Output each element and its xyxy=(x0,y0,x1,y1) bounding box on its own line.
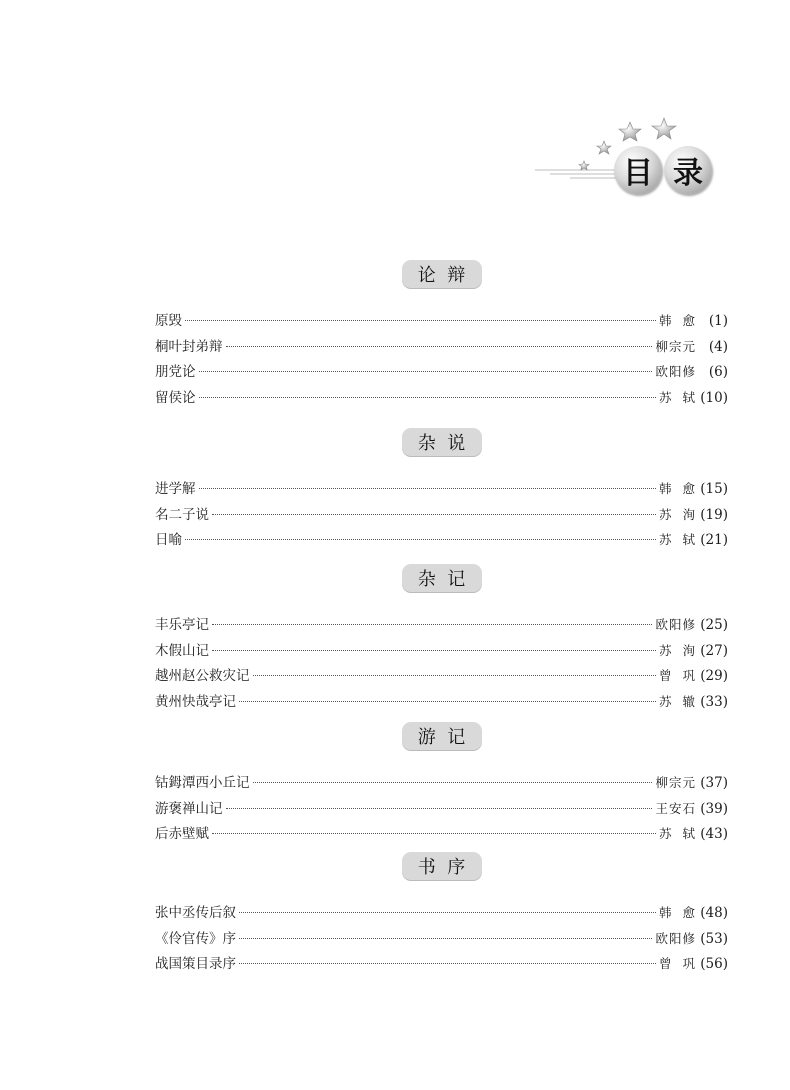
entry-title: 木假山记 xyxy=(155,642,209,659)
entry-author: 苏 轼 xyxy=(659,826,696,841)
entry-title: 进学解 xyxy=(155,481,196,497)
entry-author: 曾 巩 xyxy=(659,956,696,971)
section-title: 杂 记 xyxy=(402,564,482,592)
entry-author: 王安石 xyxy=(655,800,696,816)
toc-entry[interactable] xyxy=(155,334,728,360)
leader-dots xyxy=(212,514,656,515)
star-icon xyxy=(619,122,641,141)
entry-author: 欧阳修 xyxy=(655,930,696,946)
entry-page: (33) xyxy=(700,693,728,710)
leader-dots xyxy=(239,912,656,913)
entry-author: 苏 洵 xyxy=(659,642,696,658)
section-heading-row xyxy=(155,722,728,750)
entry-author: 欧阳修 xyxy=(655,617,696,632)
toc-entry[interactable] xyxy=(155,359,728,385)
entry-title: 原毁 xyxy=(155,313,182,329)
title-char-2: 录 xyxy=(664,146,712,194)
star-icon xyxy=(579,161,589,170)
section-title: 论 辩 xyxy=(402,260,482,288)
entry-author: 柳宗元 xyxy=(655,775,696,790)
toc-entry[interactable] xyxy=(155,900,728,926)
leader-dots xyxy=(185,320,656,321)
entry-author: 苏 轼 xyxy=(659,389,696,405)
entry-title: 钴鉧潭西小丘记 xyxy=(155,775,250,791)
title-char-1: 目 xyxy=(614,146,662,194)
entry-title: 黄州快哉亭记 xyxy=(155,693,236,710)
entry-author: 韩 愈 xyxy=(659,313,696,328)
entry-page: (48) xyxy=(700,905,728,921)
entry-author: 柳宗元 xyxy=(655,338,696,354)
entry-page: (21) xyxy=(700,532,728,548)
toc-header xyxy=(530,108,730,208)
leader-dots xyxy=(212,650,656,651)
toc-entry[interactable] xyxy=(155,663,728,689)
leader-dots xyxy=(253,782,653,783)
toc-entry[interactable] xyxy=(155,689,728,715)
entry-title: 战国策目录序 xyxy=(155,956,236,972)
toc-entry[interactable] xyxy=(155,796,728,822)
section-lunbian xyxy=(155,260,728,428)
entry-page: (43) xyxy=(700,826,728,842)
entry-title: 留侯论 xyxy=(155,389,196,406)
entry-author: 苏 轼 xyxy=(659,532,696,547)
entry-title: 桐叶封弟辩 xyxy=(155,338,223,355)
leader-dots xyxy=(199,371,653,372)
leader-dots xyxy=(185,539,656,540)
leader-dots xyxy=(226,346,653,347)
entry-author: 苏 洵 xyxy=(659,506,696,522)
section-title: 书 序 xyxy=(402,852,482,880)
section-youji xyxy=(155,722,728,852)
entry-title: 游褒禅山记 xyxy=(155,800,223,817)
entry-title: 越州赵公救灾记 xyxy=(155,668,250,684)
entry-page: (4) xyxy=(708,338,728,355)
entry-title: 后赤壁赋 xyxy=(155,826,209,842)
entry-title: 名二子说 xyxy=(155,506,209,523)
section-title: 游 记 xyxy=(402,722,482,750)
table-of-contents xyxy=(155,260,728,977)
entry-title: 《伶官传》序 xyxy=(155,930,236,947)
entry-page: (15) xyxy=(700,481,728,497)
leader-dots xyxy=(239,963,656,964)
section-heading-row xyxy=(155,260,728,288)
leader-dots xyxy=(239,701,656,702)
toc-entry[interactable] xyxy=(155,527,728,553)
entry-title: 日喻 xyxy=(155,532,182,548)
section-heading-row xyxy=(155,852,728,880)
entry-title: 朋党论 xyxy=(155,364,196,380)
entry-page: (39) xyxy=(700,800,728,817)
leader-dots xyxy=(212,624,652,625)
toc-entry[interactable] xyxy=(155,612,728,638)
leader-dots xyxy=(212,833,656,834)
entry-page: (10) xyxy=(700,389,728,406)
section-heading-row xyxy=(155,428,728,456)
entry-page: (29) xyxy=(700,668,728,684)
toc-entry[interactable] xyxy=(155,770,728,796)
entry-page: (1) xyxy=(708,313,728,329)
section-heading-row xyxy=(155,564,728,592)
entry-author: 韩 愈 xyxy=(659,481,696,496)
toc-entry[interactable] xyxy=(155,502,728,528)
leader-dots xyxy=(226,808,653,809)
toc-entry[interactable] xyxy=(155,951,728,977)
leader-dots xyxy=(199,397,657,398)
entry-author: 欧阳修 xyxy=(655,364,696,379)
toc-entry[interactable] xyxy=(155,476,728,502)
section-title: 杂 说 xyxy=(402,428,482,456)
entry-title: 张中丞传后叙 xyxy=(155,905,236,921)
leader-dots xyxy=(253,675,657,676)
star-icon xyxy=(597,141,611,154)
entry-author: 曾 巩 xyxy=(659,668,696,683)
entry-title: 丰乐亭记 xyxy=(155,617,209,633)
star-icon xyxy=(652,118,676,139)
section-zashuo xyxy=(155,428,728,564)
entry-page: (19) xyxy=(700,506,728,523)
entry-page: (37) xyxy=(700,775,728,791)
entry-page: (6) xyxy=(708,364,728,380)
entry-page: (56) xyxy=(700,956,728,972)
toc-entry[interactable] xyxy=(155,385,728,411)
toc-entry[interactable] xyxy=(155,638,728,664)
leader-dots xyxy=(239,938,652,939)
entry-page: (53) xyxy=(700,930,728,947)
section-shuxu xyxy=(155,852,728,977)
toc-entry[interactable] xyxy=(155,821,728,847)
toc-entry[interactable] xyxy=(155,926,728,952)
entry-author: 苏 辙 xyxy=(659,693,696,709)
section-zaji xyxy=(155,564,728,722)
entry-page: (25) xyxy=(700,617,728,633)
entry-author: 韩 愈 xyxy=(659,905,696,920)
entry-page: (27) xyxy=(700,642,728,659)
toc-entry[interactable] xyxy=(155,308,728,334)
leader-dots xyxy=(199,488,657,489)
